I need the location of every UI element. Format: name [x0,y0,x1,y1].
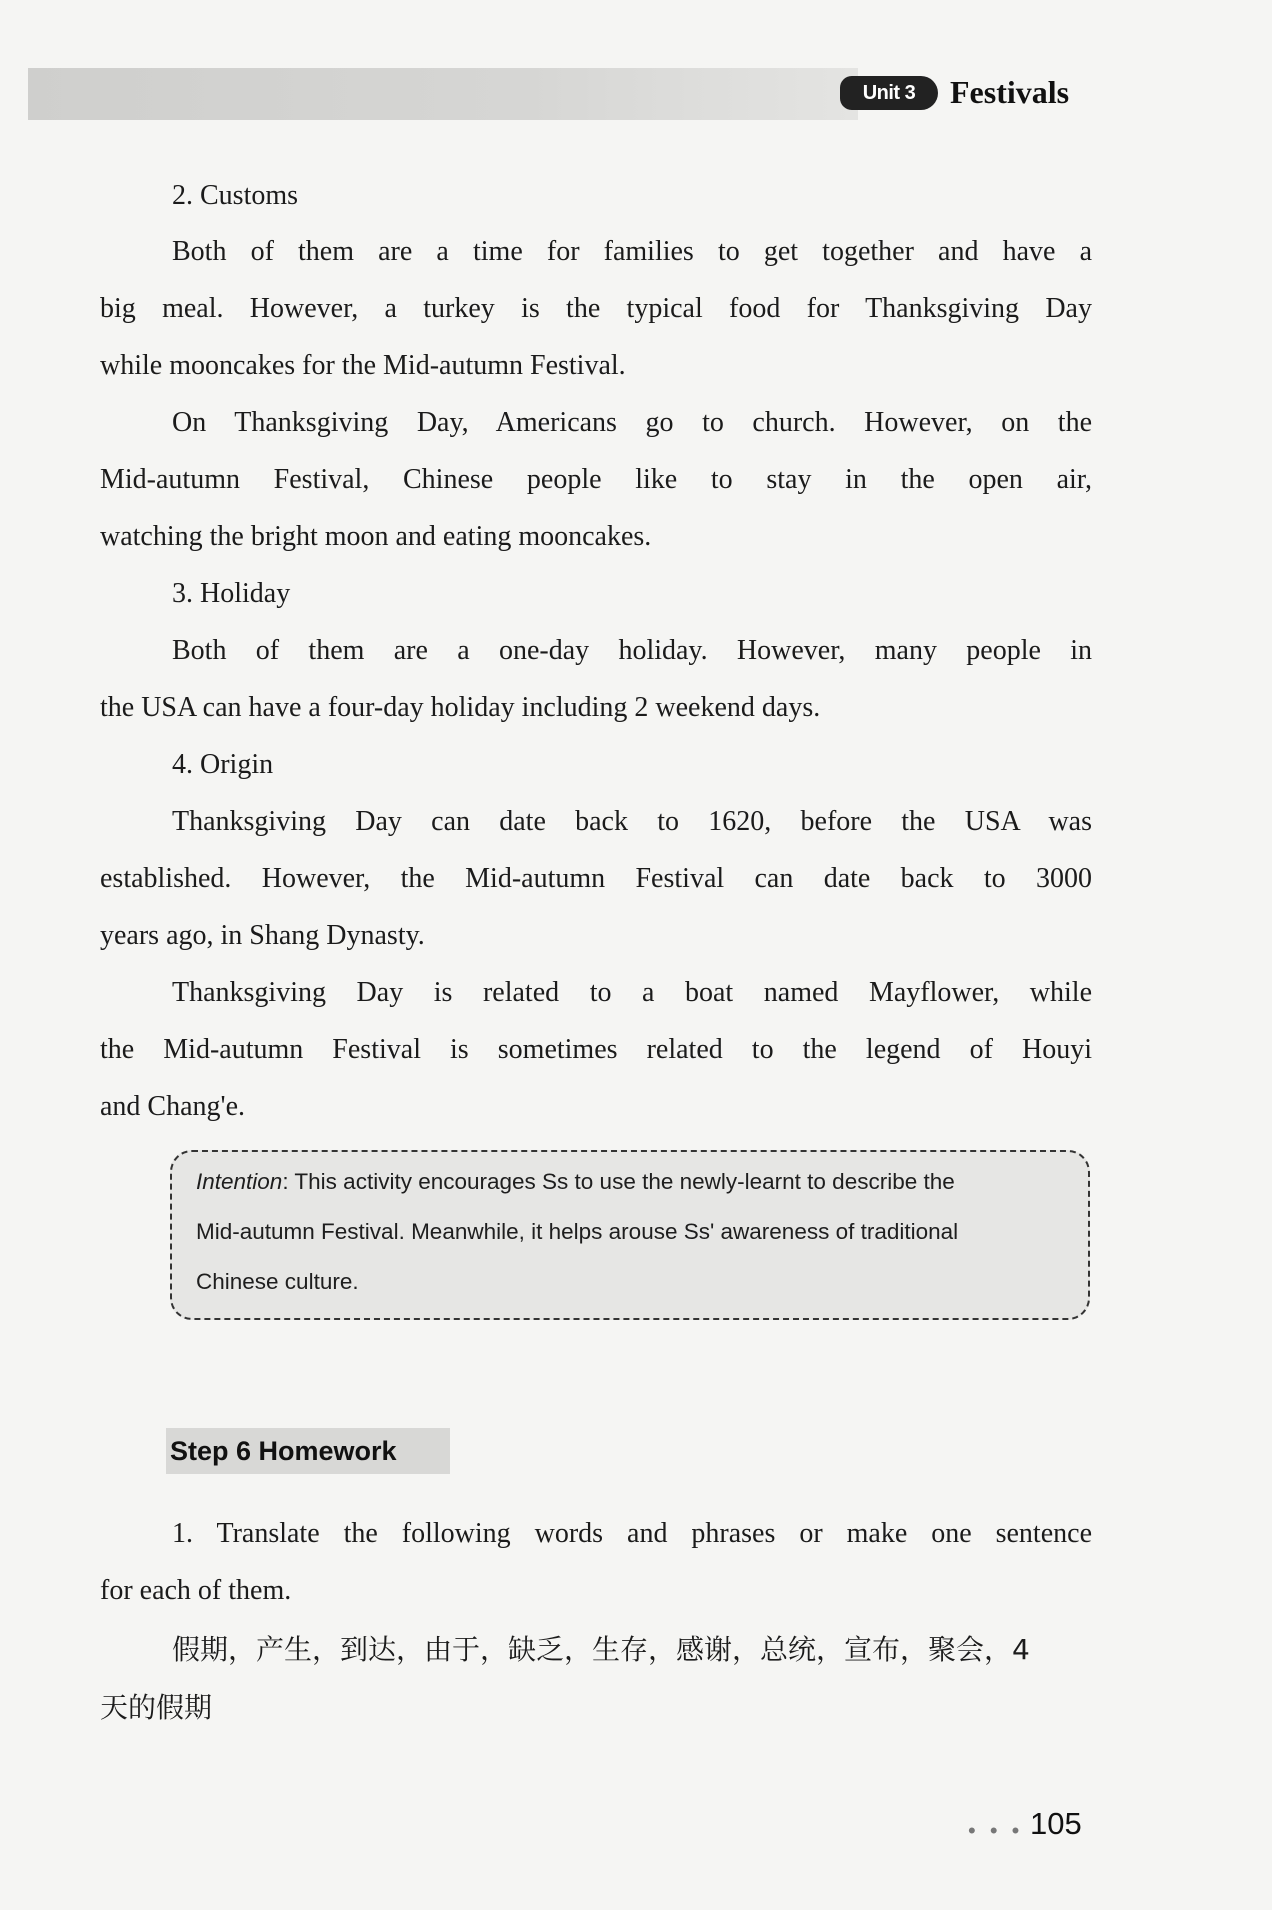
paragraph-line: Thanksgiving Day is related to a boat named Mayflower, while [172,977,1092,1008]
paragraph-line: and Chang'e. [100,1091,246,1122]
paragraph-line: Mid-autumn Festival, Chinese people like to stay in the open air, [100,464,1092,495]
paragraph-line: Both of them are a one-day holiday. However, many people in [172,635,1092,666]
paragraph-line: the USA can have a four-day holiday including 2 weekend days. [100,692,821,723]
intention-text: : This activity encourages Ss to use the newly-learnt to describe the [282,1169,955,1194]
page-number: 105 [1030,1806,1082,1841]
section-heading-holiday: 3. Holiday [172,578,291,609]
paragraph-line: years ago, in Shang Dynasty. [100,920,425,951]
intention-label: Intention [196,1169,283,1194]
homework-line: 1. Translate the following words and phrases or make one sentence [172,1518,1092,1549]
paragraph-line: Thanksgiving Day can date back to 1620, before the USA was [172,806,1092,837]
unit-title: Festivals [950,74,1070,110]
paragraph-line: big meal. However, a turkey is the typical food for Thanksgiving Day [100,293,1092,324]
paragraph-line: the Mid-autumn Festival is sometimes related to the legend of Houyi [100,1034,1092,1065]
intention-line: Mid-autumn Festival. Meanwhile, it helps arouse Ss' awareness of traditional [196,1219,959,1244]
intention-line [196,1166,1066,1198]
paragraph-line: On Thanksgiving Day, Americans go to church. However, on the [172,407,1092,438]
homework-chinese-line: 天的假期 [100,1691,213,1724]
intention-line: Chinese culture. [196,1269,359,1294]
unit-badge: Unit 3 [840,76,938,110]
step-heading: Step 6 Homework [166,1428,450,1474]
homework-chinese-line: 假期，产生，到达，由于，缺乏，生存，感谢，总统，宣布，聚会，4 [172,1633,1030,1666]
homework-line: for each of them. [100,1575,292,1606]
paragraph-line: watching the bright moon and eating mooncakes. [100,521,652,552]
paragraph-line: while mooncakes for the Mid-autumn Festival. [100,350,626,381]
page-dots: • • • [968,1818,1024,1843]
paragraph-line: Both of them are a time for families to get together and have a [172,236,1092,267]
header-band [28,68,858,120]
section-heading-origin: 4. Origin [172,749,274,780]
section-heading-customs: 2. Customs [172,180,299,211]
paragraph-line: established. However, the Mid-autumn Festival can date back to 3000 [100,863,1092,894]
